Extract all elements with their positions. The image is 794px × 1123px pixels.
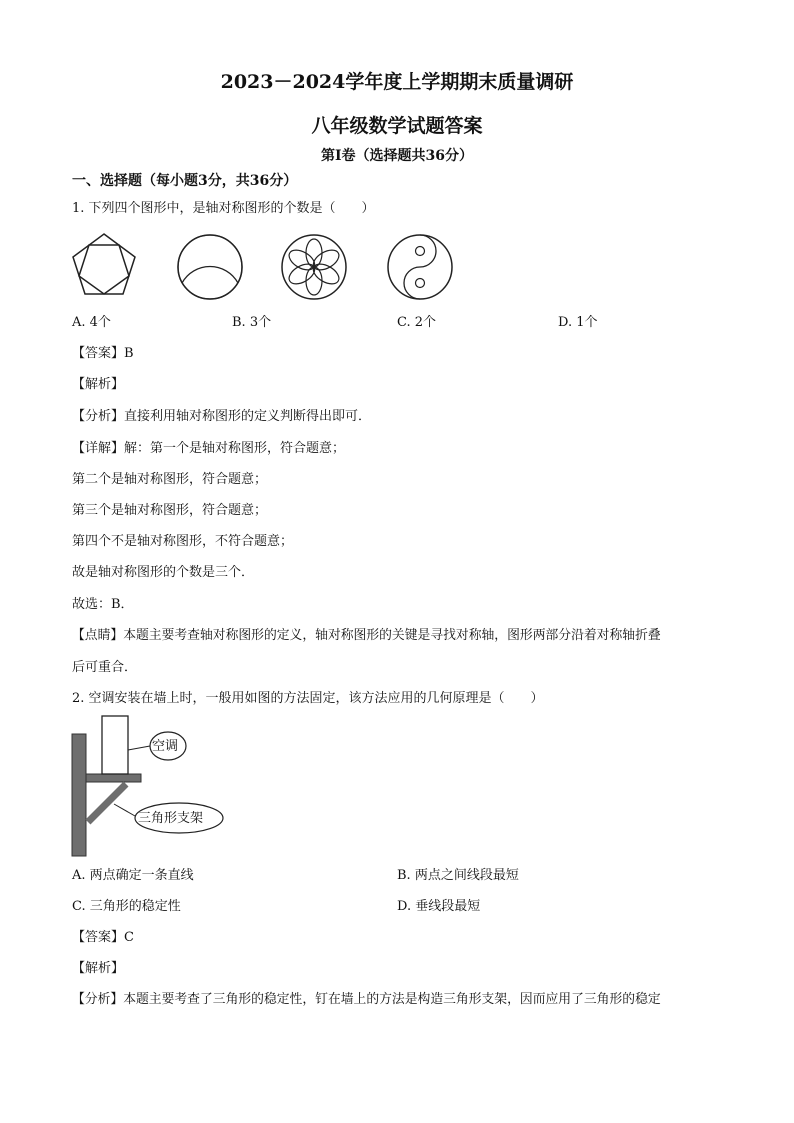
flower-circle-figure	[279, 232, 349, 302]
q1-line: 第三个是轴对称图形，符合题意；	[72, 503, 268, 518]
q2-analysis-label: 【解析】	[72, 961, 125, 976]
section-heading: 一、选择题（每小题3分，共36分）	[72, 173, 298, 189]
exam-subtitle: 八年级数学试题答案	[311, 115, 483, 137]
q1-line: 故选：B．	[72, 597, 134, 612]
q1-line: 【分析】直接利用轴对称图形的定义判断得出即可．	[72, 409, 372, 424]
air-conditioner-bracket-figure	[68, 712, 228, 860]
volume-heading: 第Ⅰ卷（选择题共36分）	[320, 148, 474, 164]
q1-option-b: B. 3个	[232, 315, 272, 330]
q1-line: 第四个不是轴对称图形，不符合题意；	[72, 534, 294, 549]
q1-option-d: D. 1个	[558, 315, 598, 330]
q2-fenxi: 【分析】本题主要考查了三角形的稳定性，钉在墙上的方法是构造三角形支架，因而应用了三角形的稳定	[72, 992, 661, 1007]
q1-answer: 【答案】B	[72, 346, 134, 361]
q2-option-a: A. 两点确定一条直线	[72, 868, 194, 883]
q1-stem: 1. 下列四个图形中，是轴对称图形的个数是（ ）	[72, 201, 375, 216]
q2-option-b: B. 两点之间线段最短	[397, 868, 519, 883]
three-arc-circle-figure	[175, 232, 245, 302]
q1-line: 故是轴对称图形的个数是三个．	[72, 565, 255, 580]
q1-analysis-label: 【解析】	[72, 377, 125, 392]
yin-yang-figure	[385, 232, 455, 302]
q1-line: 【详解】解：第一个是轴对称图形，符合题意；	[72, 441, 346, 456]
q1-option-c: C. 2个	[397, 315, 437, 330]
q2-option-d: D. 垂线段最短	[397, 899, 481, 914]
q2-answer: 【答案】C	[72, 930, 134, 945]
exam-title: 2023－2024学年度上学期期末质量调研	[220, 71, 574, 93]
pentagon-figure	[68, 230, 140, 302]
q1-line: 【点睛】本题主要考查轴对称图形的定义，轴对称图形的关键是寻找对称轴，图形两部分沿着对称轴折叠	[72, 628, 661, 643]
q1-line: 第二个是轴对称图形，符合题意；	[72, 472, 268, 487]
fig-label-air-conditioner: 空调	[152, 739, 179, 754]
q1-option-a: A. 4个	[72, 315, 111, 330]
q1-line: 后可重合．	[72, 660, 138, 675]
fig-label-bracket: 三角形支架	[138, 811, 204, 826]
q2-option-c: C. 三角形的稳定性	[72, 899, 181, 914]
q2-stem: 2. 空调安装在墙上时，一般用如图的方法固定，该方法应用的几何原理是（ ）	[72, 691, 544, 706]
